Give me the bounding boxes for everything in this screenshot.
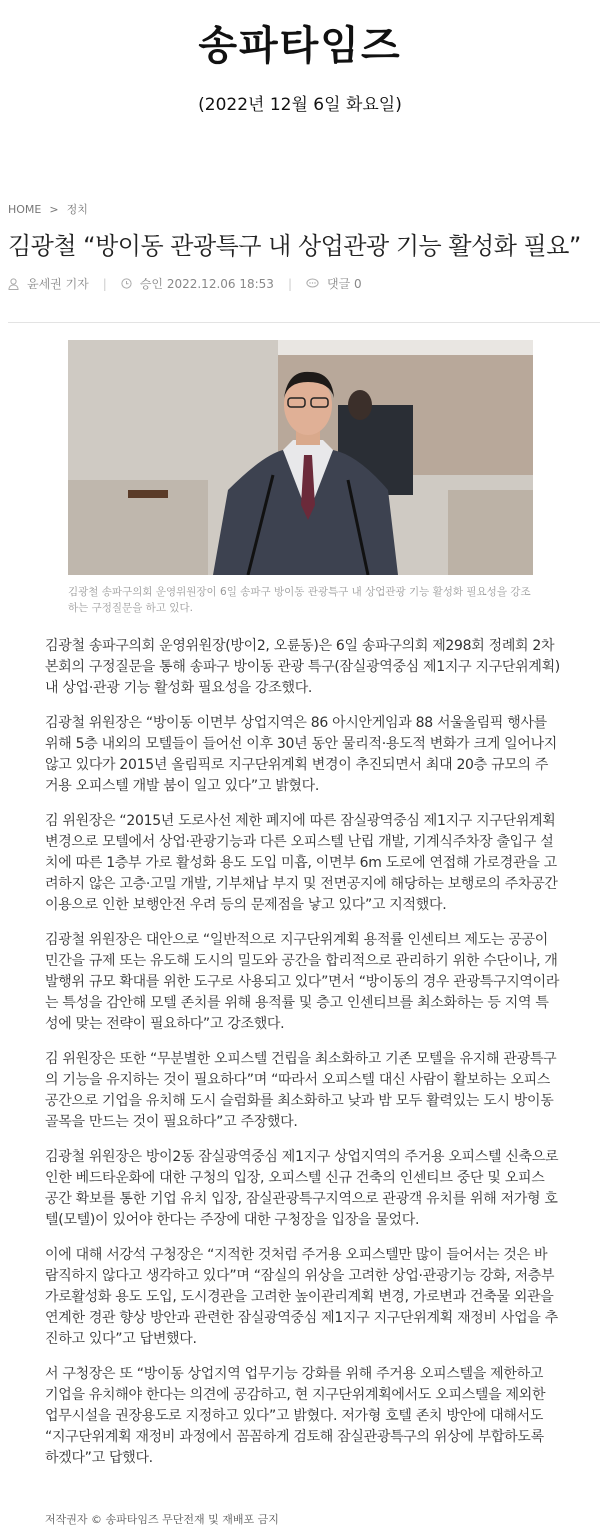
photo-illustration: [68, 340, 533, 575]
breadcrumb: [8, 201, 88, 217]
breadcrumb-separator: >: [49, 202, 59, 216]
person-icon: [8, 278, 19, 290]
approved-time: 승인 2022.12.06 18:53: [139, 277, 274, 291]
article-body: [45, 636, 560, 1483]
meta-divider: |: [102, 276, 107, 291]
paragraph: 이에 대해 서강석 구청장은 “지적한 것처럼 주거용 오피스텔만 많이 들어서는 것은 바람직하지 않다고 생각하고 있다”며 “잠실의 위상을 고려한 상업·관광기능 강화, 저층부 가로활성화 용도 도입, 도시경관을 고려한 높이관리계획 변경, 가로변과 건축물 외관을 연계한 경관 향상 방안과 관련한 잠실광역중심 제1지구 지구단위계획 재정비 사업을 추진하고 있다”고 답변했다.: [45, 1247, 558, 1347]
article-meta: [8, 275, 362, 292]
paragraph: 김광철 송파구의회 운영위원장(방이2, 오륜동)은 6일 송파구의회 제298회 정례회 2차 본회의 구정질문을 통해 송파구 방이동 관광 특구(잠실광역중심 제1지구 지구단위계획) 내 상업·관광 기능 활성화 필요성을 강조했다.: [45, 638, 560, 696]
paragraph: 김 위원장은 또한 “무분별한 오피스텔 건립을 최소화하고 기존 모텔을 유지해 관광특구의 기능을 유지하는 것이 필요하다”며 “따라서 오피스텔 대신 사람이 활보하는 오피스 공간으로 기업을 유치해 도시 슬럼화를 최소화하고 낮과 밤 모두 활력있는 도시 방이동 골목을 만드는 것이 필요하다”고 주장했다.: [45, 1051, 557, 1130]
meta-divider: |: [287, 276, 292, 291]
article-headline: 김광철 “방이동 관광특구 내 상업관광 기능 활성화 필요”: [8, 232, 581, 260]
article-photo[interactable]: [68, 340, 533, 575]
paragraph: 김광철 위원장은 “방이동 이면부 상업지역은 86 아시안게임과 88 서울올림픽 행사를 위해 5층 내외의 모텔들이 들어선 이후 30년 동안 물리적·용도적 변화가 크게 일어나지 않고 있다가 2015년 올림픽로 지구단위계획 변경이 추진되면서 최대 20층 규모의 주거용 오피스텔 개발 붐이 일고 있다”고 밝혔다.: [45, 715, 558, 794]
copyright-notice: 저작권자 © 송파타임즈 무단전재 및 재배포 금지: [45, 1513, 279, 1526]
comment-count[interactable]: 댓글 0: [326, 277, 362, 291]
breadcrumb-section[interactable]: 정치: [66, 203, 88, 216]
author[interactable]: 윤세권 기자: [27, 277, 89, 291]
paragraph: 서 구청장은 또 “방이동 상업지역 업무기능 강화를 위해 주거용 오피스텔을 제한하고 기업을 유치해야 한다는 의견에 공감하고, 현 지구단위계획에서도 오피스텔을 제외한 업무시설을 권장용도로 지정하고 있다”고 밝혔다. 저가형 호텔 존치 방안에 대해서도 “지구단위계획 재정비 과정에서 꼼꼼하게 검토해 잠실관광특구의 위상에 부합하도록 하겠다”고 답했다.: [45, 1366, 546, 1466]
header-divider: [8, 322, 600, 323]
site-logo[interactable]: 송파타임즈: [198, 23, 402, 69]
masthead-date: (2022년 12월 6일 화요일): [198, 95, 402, 115]
clock-icon: [121, 278, 132, 289]
speech-bubble-icon: [306, 278, 319, 289]
paragraph: 김광철 위원장은 대안으로 “일반적으로 지구단위계획 용적률 인센티브 제도는 공공이 민간을 규제 또는 유도해 도시의 밀도와 공간을 합리적으로 관리하기 위한 수단이나, 개발행위 규모 확대를 위한 도구로 사용되고 있다”면서 “방이동의 경우 관광특구지역이라는 특성을 감안해 모텔 존치를 위해 용적률 및 층고 인센티브를 최소화하는 등 지역 특성에 맞는 전략이 필요하다”고 강조했다.: [45, 932, 560, 1032]
photo-caption: 김광철 송파구의회 운영위원장이 6일 송파구 방이동 관광특구 내 상업관광 기능 활성화 필요성을 강조하는 구정질문을 하고 있다.: [68, 586, 531, 614]
paragraph: 김광철 위원장은 방이2동 잠실광역중심 제1지구 상업지역의 주거용 오피스텔 신축으로 인한 베드타운화에 대한 구청의 입장, 오피스텔 신규 건축의 인센티브 중단 및 오피스 공간 확보를 통한 기업 유치 입장, 잠실관광특구지역으로 관광객 유치를 위해 저가형 호텔(모텔)이 있어야 한다는 주장에 대한 구청장을 입장을 물었다.: [45, 1149, 559, 1228]
paragraph: 김 위원장은 “2015년 도로사선 제한 폐지에 따른 잠실광역중심 제1지구 지구단위계획 변경으로 모텔에서 상업·관광기능과 다른 오피스텔 난립 개발, 기계식주차장 출입구 설치에 따른 1층부 가로 활성화 용도 도입 미흡, 이면부 6m 도로에 연접해 가로경관을 고려하지 않은 고층·고밀 개발, 기부채납 부지 및 전면공지에 해당하는 보행로의 주차공간 이용으로 인한 보행안전 우려 등의 문제점을 낳고 있다”고 지적했다.: [45, 813, 558, 913]
breadcrumb-home[interactable]: HOME: [8, 202, 42, 216]
